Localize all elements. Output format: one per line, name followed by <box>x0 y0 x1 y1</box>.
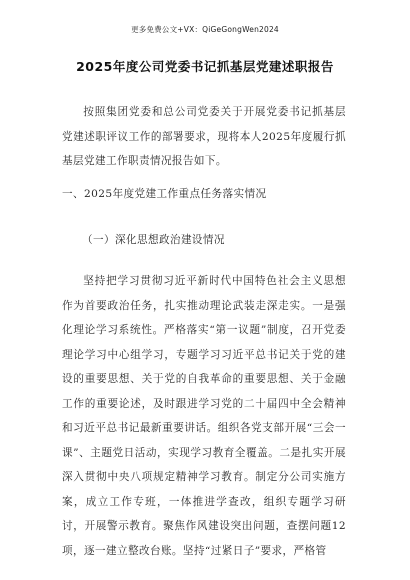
section-heading: 一、2025年度党建工作重点任务落实情况 <box>62 188 267 200</box>
main-body-block <box>62 269 346 563</box>
body-paragraph: 坚持把学习贯彻习近平新时代中国特色社会主义思想作为首要政治任务，扎实推动理论武装走深走实。一是强化理论学习系统性。严格落实“第一议题”制度，召开党委理论学习中心组学习，专题学习习近平总书记关于党的建设的重要思想、关于党的自我革命的重要思想、关于金融工作的重要论述，及时跟进学习党的二十届四中全会精神和习近平总书记最新重要讲话。组织各党支部开展“三会一课”、主题党日活动，实现学习教育全覆盖。二是扎实开展深入贯彻中央八项规定精神学习教育。制定分公司实施方案，成立工作专班，一体推进学查改，组织专题学习研讨，开展警示教育。聚焦作风建设突出问题，查摆问题12项，逐一建立整改台账。坚持“过紧日子”要求，严格管 <box>62 275 346 557</box>
document-title: 2025年度公司党委书记抓基层党建述职报告 <box>76 59 334 74</box>
header-note: 更多免费公文+VX：QiGeGongWen2024 <box>131 25 279 34</box>
intro-block <box>62 100 346 174</box>
intro-paragraph: 按照集团党委和总公司党委关于开展党委书记抓基层党建述职评议工作的部署要求，现将本人2025年度履行抓基层党建工作职责情况报告如下。 <box>62 106 346 167</box>
subsection-heading: （一）深化思想政治建设情况 <box>82 234 225 246</box>
